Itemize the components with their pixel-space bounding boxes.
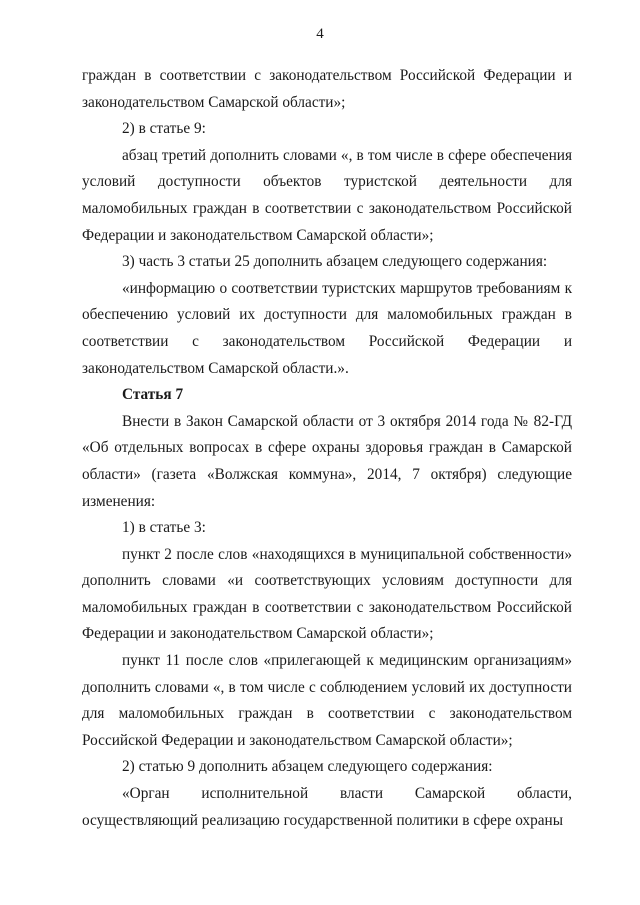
paragraph: «информацию о соответствии туристских маршрутов требованиям к обеспечению условий их доступности для маломобильных граждан в соответствии с законодательством Российской Федерации и законодательством Самарской области.».: [82, 279, 572, 377]
paragraph: «Орган исполнительной власти Самарской области, осуществляющий реализацию государственной политики в сфере охраны: [82, 785, 572, 829]
paragraph: пункт 11 после слов «прилегающей к медицинским организациям» дополнить словами «, в том числе с соблюдением условий их доступности для маломобильных граждан в соответствии с законодательством Российской Федерации и законодательством Самарской области»;: [82, 652, 572, 749]
paragraph: 3) часть 3 статьи 25 дополнить абзацем следующего содержания:: [122, 253, 548, 271]
paragraph: 1) в статье 3:: [122, 519, 206, 537]
paragraph: 2) в статье 9:: [122, 120, 206, 138]
page-number: 4: [316, 26, 324, 42]
paragraph: абзац третий дополнить словами «, в том числе в сфере обеспечения условий доступности объектов туристской деятельности для маломобильных граждан в соответствии с законодательством Российской Федерации и законодательством Самарской области»;: [82, 146, 572, 244]
paragraph: пункт 2 после слов «находящихся в муниципальной собственности» дополнить словами «и соответствующих условиям доступности для маломобильных граждан в соответствии с законодательством Российской Федерации и законодательством Самарской области»;: [82, 545, 572, 643]
article-heading: Статья 7: [122, 386, 184, 404]
document-body: [82, 63, 572, 834]
paragraph: Внести в Закон Самарской области от 3 октября 2014 года № 82-ГД «Об отдельных вопросах в сфере охраны здоровья граждан в Самарской области» (газета «Волжская коммуна», 2014, 7 октября) следующие изменения:: [82, 412, 572, 510]
paragraph: граждан в соответствии с законодательством Российской Федерации и законодательством Самарской области»;: [82, 67, 572, 111]
paragraph: 2) статью 9 дополнить абзацем следующего содержания:: [122, 758, 493, 776]
